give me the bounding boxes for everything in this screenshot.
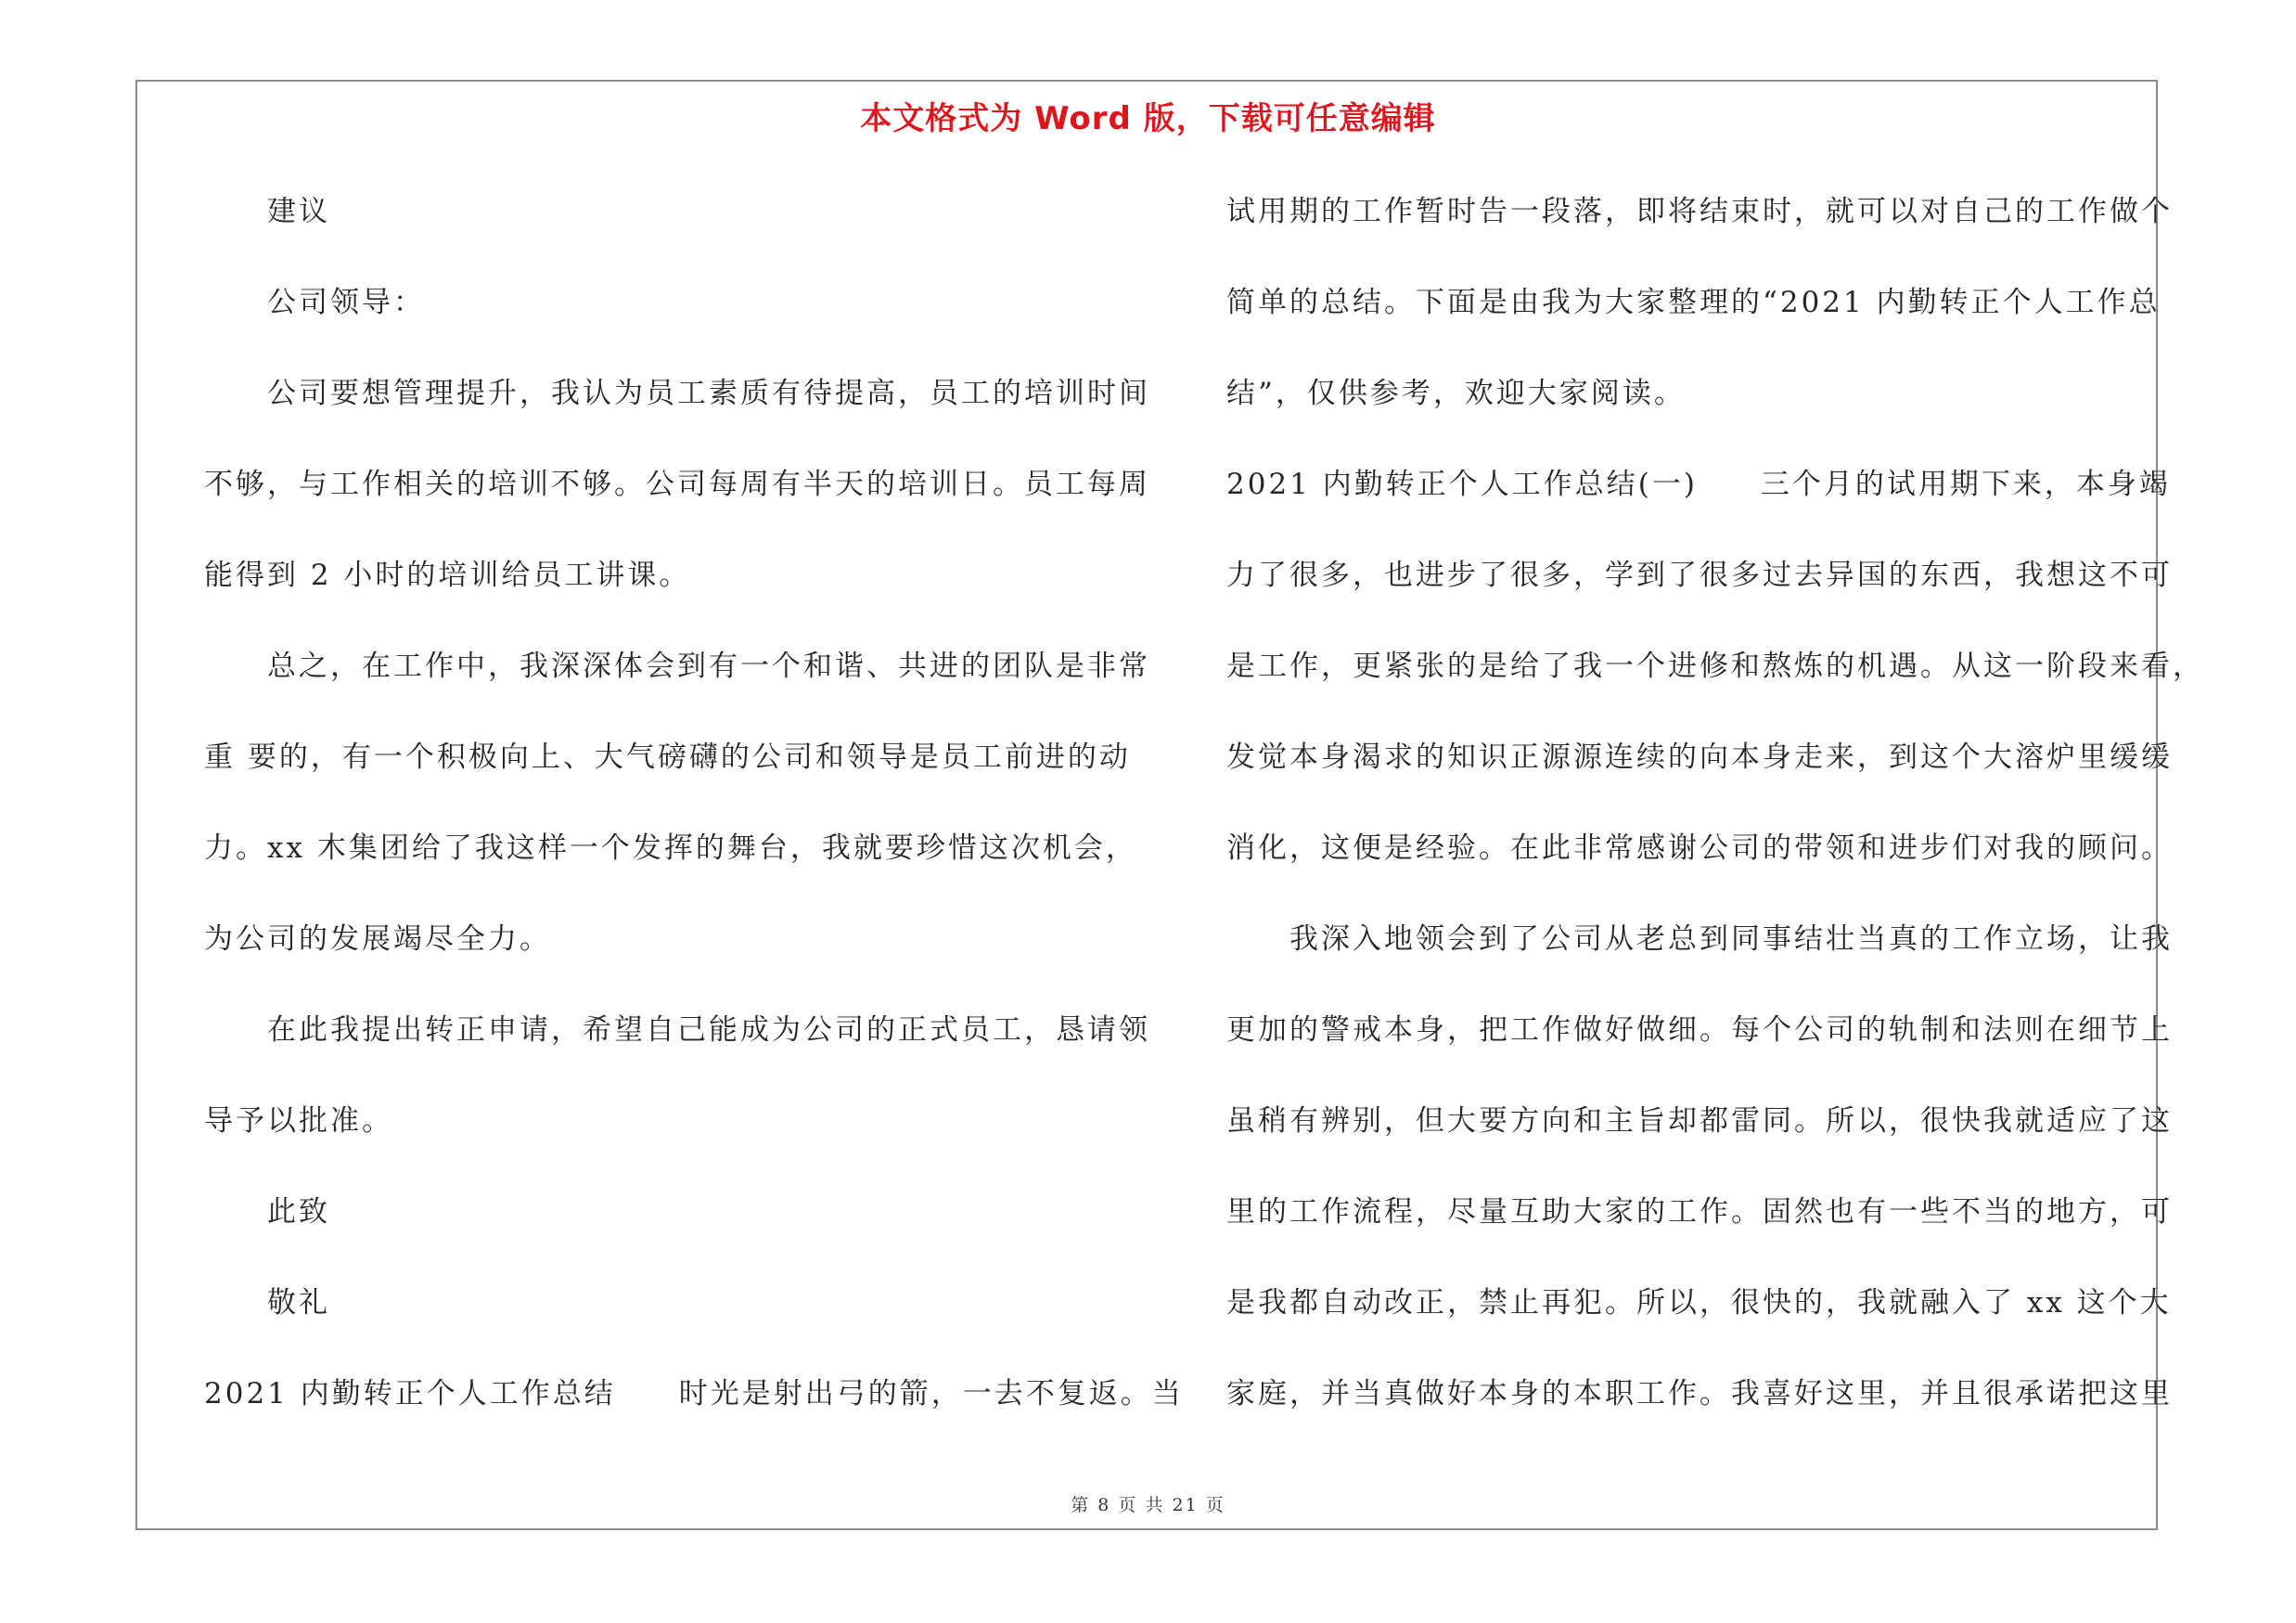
text-line: 力。xx 木集团给了我这样一个发挥的舞台，我就要珍惜这次机会， (204, 831, 1137, 865)
text-line: 重 要的，有一个积极向上、大气磅礴的公司和领导是员工前进的动 (204, 741, 1131, 774)
text-line: 公司领导： (267, 286, 425, 319)
banner-notice: 本文格式为 Word 版，下载可任意编辑 (860, 100, 1436, 137)
text-line: 2021 内勤转正个人工作总结 时光是射出弓的箭，一去不复返。当 (204, 1377, 1184, 1410)
text-line: 能得到 2 小时的培训给员工讲课。 (204, 559, 691, 592)
text-line: 不够，与工作相关的培训不够。公司每周有半天的培训日。员工每周 (204, 468, 1150, 501)
text-line: 试用期的工作暂时告一段落，即将结束时，就可以对自己的工作做个 (1226, 195, 2173, 228)
text-line: 是工作，更紧张的是给了我一个进修和熬炼的机遇。从这一阶段来看， (1226, 650, 2204, 683)
text-line: 里的工作流程，尽量互助大家的工作。固然也有一些不当的地方，可 (1226, 1195, 2173, 1229)
text-line: 发觉本身渴求的知识正源源连续的向本身走来，到这个大溶炉里缓缓 (1226, 741, 2173, 774)
page-number: 第 8 页 共 21 页 (1071, 1495, 1225, 1515)
text-line: 为公司的发展竭尽全力。 (204, 922, 551, 956)
text-line: 2021 内勤转正个人工作总结(一) 三个月的试用期下来，本身竭 (1226, 468, 2171, 501)
text-line: 虽稍有辨别，但大要方向和主旨却都雷同。所以，很快我就适应了这 (1226, 1104, 2173, 1138)
text-line: 此致 (267, 1195, 330, 1229)
text-line: 我深入地领会到了公司从老总到同事结壮当真的工作立场，让我 (1289, 922, 2173, 956)
text-line: 在此我提出转正申请，希望自己能成为公司的正式员工，恳请领 (267, 1013, 1150, 1047)
text-line: 力了很多，也进步了很多，学到了很多过去异国的东西，我想这不可 (1226, 559, 2173, 592)
text-line: 简单的总结。下面是由我为大家整理的“2021 内勤转正个人工作总 (1226, 286, 2161, 319)
text-line: 建议 (267, 195, 330, 228)
text-line: 结”，仅供参考，欢迎大家阅读。 (1226, 377, 1686, 410)
text-line: 敬礼 (267, 1286, 330, 1320)
text-line: 总之，在工作中，我深深体会到有一个和谐、共进的团队是非常 (267, 650, 1150, 683)
text-line: 更加的警戒本身，把工作做好做细。每个公司的轨制和法则在细节上 (1226, 1013, 2173, 1047)
text-line: 是我都自动改正，禁止再犯。所以，很快的，我就融入了 xx 这个大 (1226, 1286, 2172, 1320)
text-line: 导予以批准。 (204, 1104, 393, 1138)
text-line: 公司要想管理提升，我认为员工素质有待提高，员工的培训时间 (267, 377, 1150, 410)
text-line: 家庭，并当真做好本身的本职工作。我喜好这里，并且很承诺把这里 (1226, 1377, 2173, 1410)
text-line: 消化，这便是经验。在此非常感谢公司的带领和进步们对我的顾问。 (1226, 831, 2173, 865)
